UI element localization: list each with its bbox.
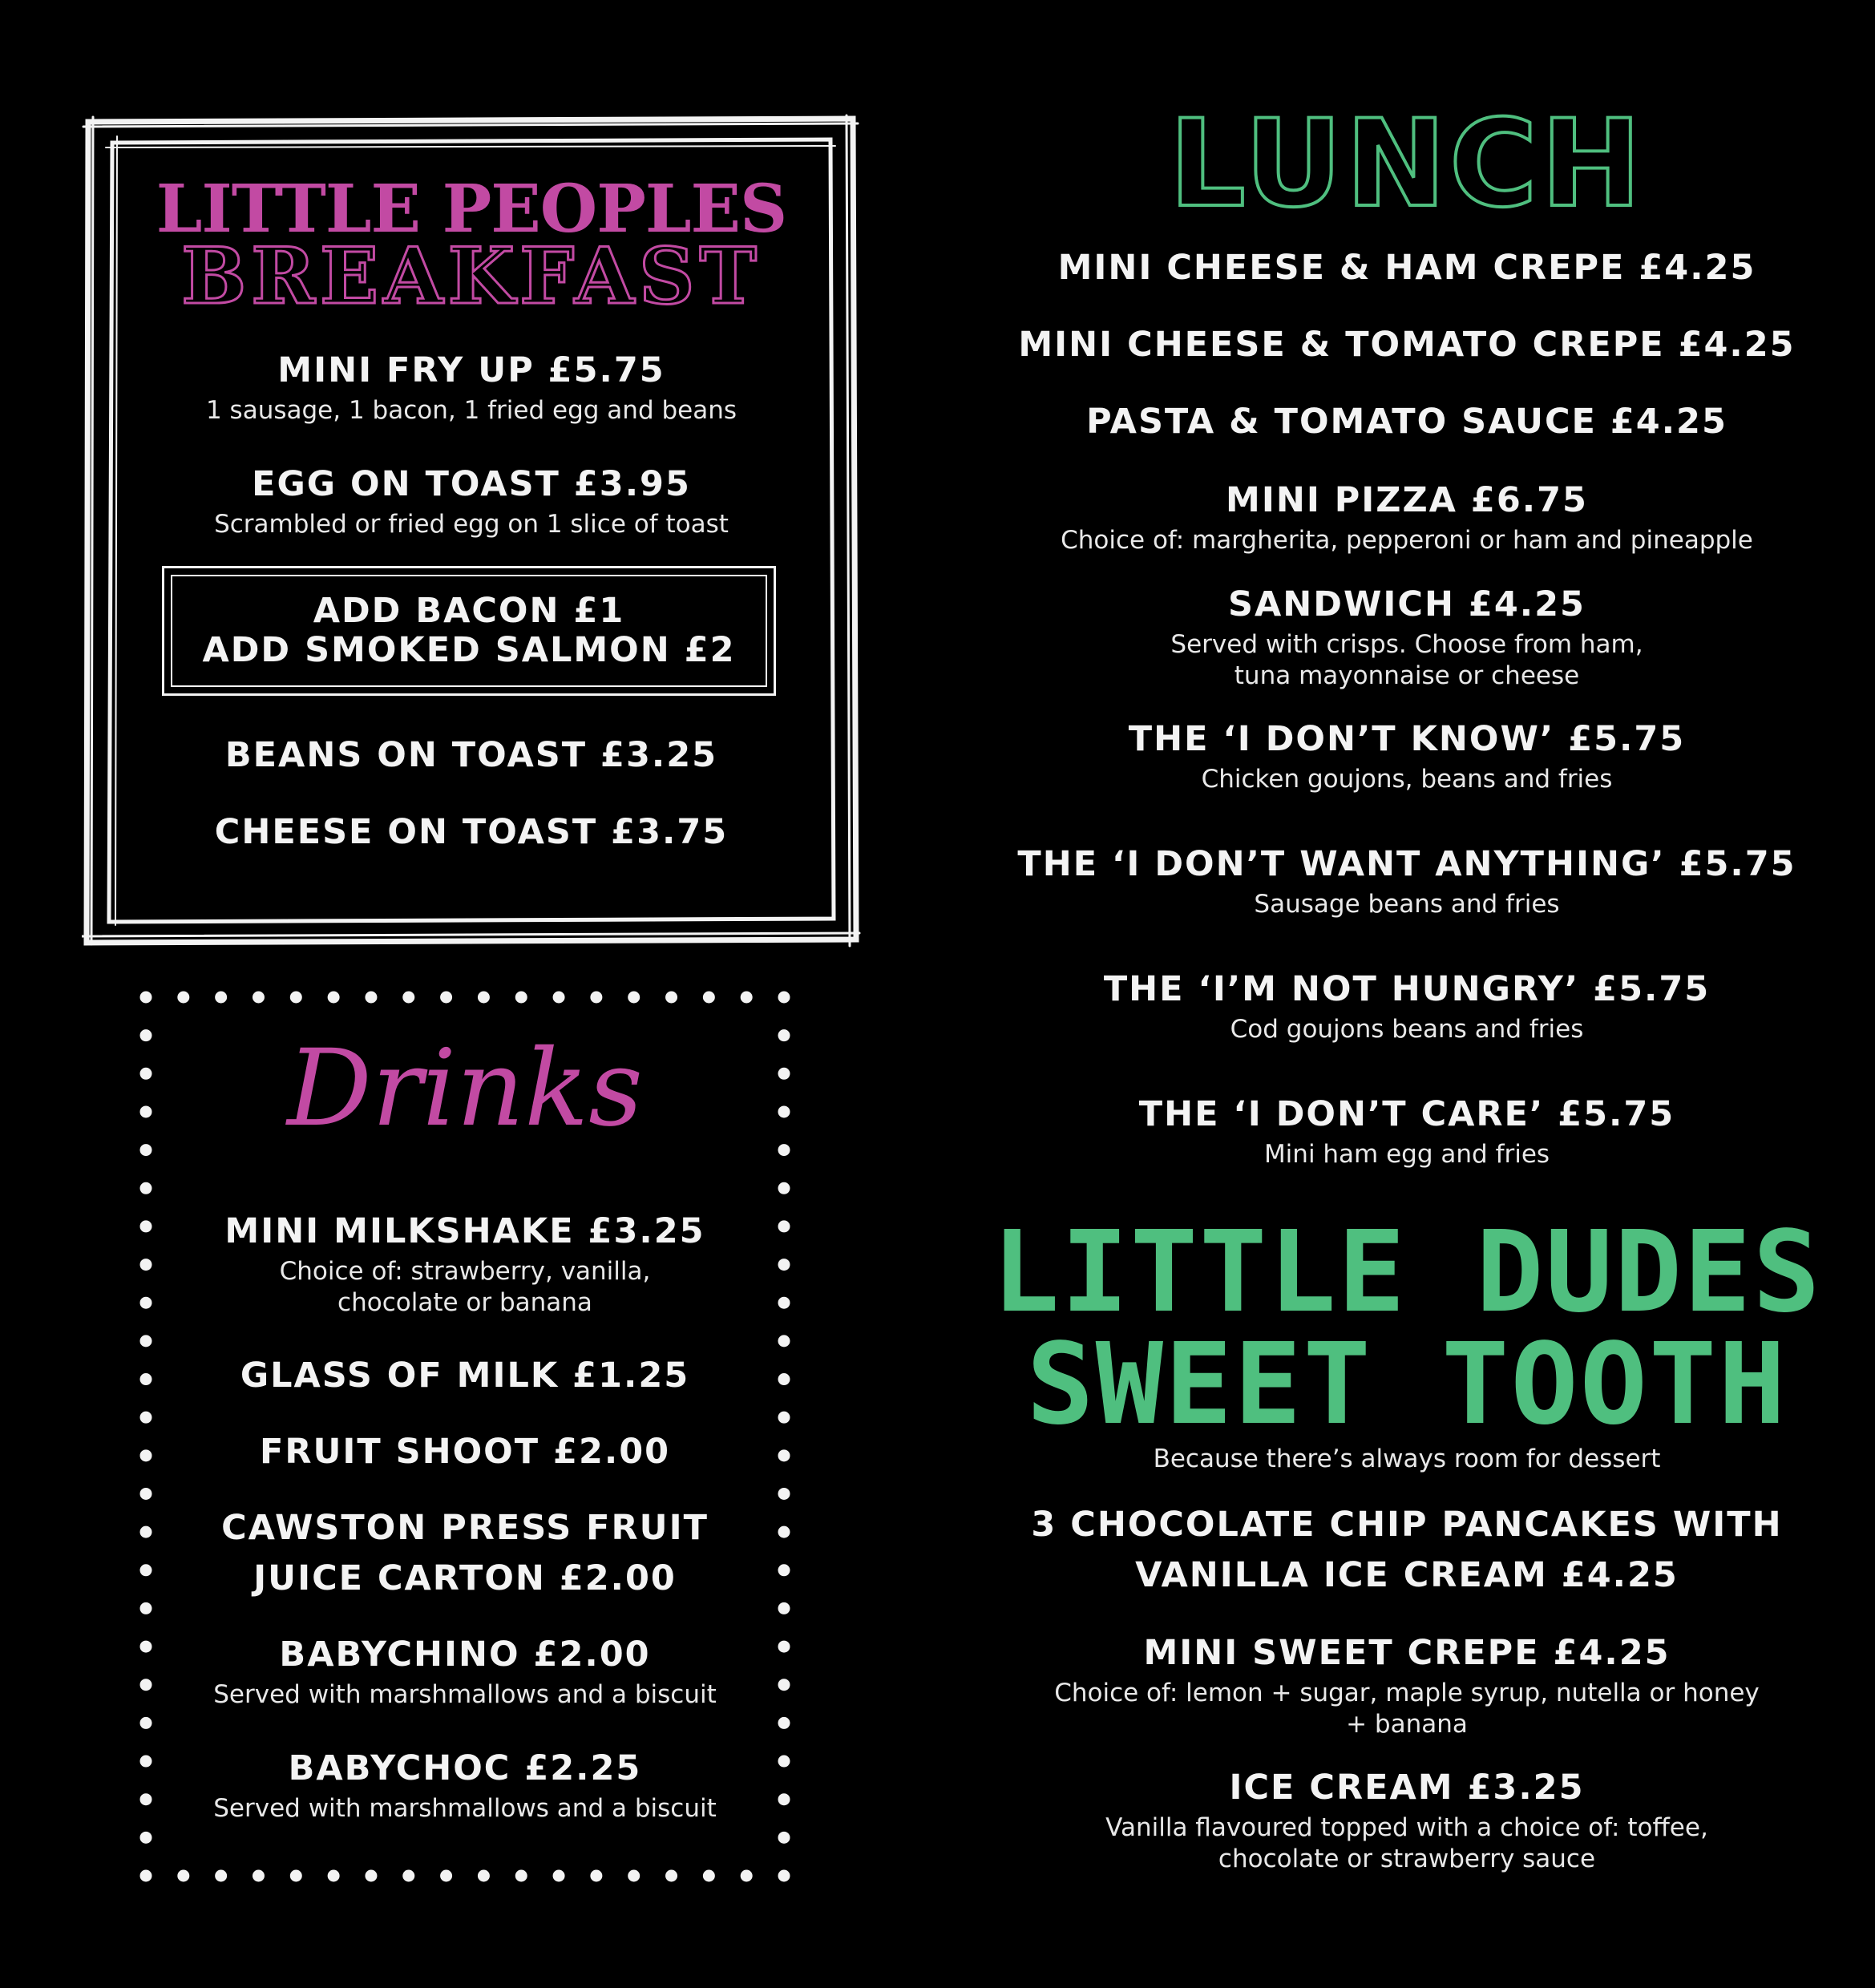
menu-item — [136, 1749, 794, 1824]
menu-item — [970, 248, 1844, 288]
menu-item — [970, 325, 1844, 365]
border-dot — [402, 1870, 414, 1882]
menu-item — [970, 1505, 1844, 1596]
border-dot — [778, 1602, 790, 1614]
breakfast-section — [82, 114, 861, 948]
border-dot — [703, 992, 715, 1004]
border-dot — [140, 992, 152, 1004]
item-name: MINI FRY UP £5.75 — [277, 350, 665, 390]
menu-item — [970, 585, 1844, 692]
item-desc: 1 sausage, 1 bacon, 1 fried egg and beans — [205, 396, 737, 426]
dessert-title-line1: LITTLE DUDES — [992, 1207, 1822, 1338]
item-name: BABYCHOC £2.25 — [288, 1748, 642, 1788]
item-name: MINI MILKSHAKE £3.25 — [224, 1211, 705, 1251]
border-dot — [328, 992, 340, 1004]
item-name: CHEESE ON TOAST £3.75 — [214, 812, 729, 852]
item-name: SANDWICH £4.25 — [1228, 584, 1586, 624]
border-dot — [140, 1182, 152, 1194]
border-dot — [628, 1870, 640, 1882]
border-dot — [665, 1870, 677, 1882]
item-desc: Served with crisps. Choose from ham, — [1170, 630, 1643, 660]
border-dot — [553, 1870, 565, 1882]
border-dot — [253, 992, 265, 1004]
border-dot — [515, 992, 527, 1004]
item-name: THE ‘I DON’T WANT ANYTHING’ £5.75 — [1017, 844, 1796, 884]
border-dot — [778, 1488, 790, 1500]
item-name: FRUIT SHOOT £2.00 — [259, 1432, 671, 1472]
dessert-title-line2: SWEET TOOTH — [1026, 1319, 1788, 1450]
border-dot — [365, 1870, 377, 1882]
item-desc: Choice of: lemon + sugar, maple syrup, nutella or honey — [1054, 1679, 1760, 1708]
item-desc: Served with marshmallows and a biscuit — [213, 1794, 717, 1824]
item-name: VANILLA ICE CREAM £4.25 — [1135, 1555, 1679, 1596]
border-dot — [515, 1870, 527, 1882]
menu-item — [82, 465, 861, 540]
item-name: JUICE CARTON £2.00 — [253, 1558, 677, 1599]
dessert-title — [970, 1207, 1844, 1450]
border-dot — [778, 1182, 790, 1194]
menu-item — [970, 720, 1844, 795]
border-dot — [140, 1602, 152, 1614]
border-dot — [590, 1870, 602, 1882]
drinks-section — [136, 988, 794, 1885]
menu-item — [82, 736, 861, 775]
addon-salmon: ADD SMOKED SALMON £2 — [202, 630, 736, 670]
item-desc: chocolate or banana — [337, 1288, 592, 1318]
menu-item — [970, 402, 1844, 442]
border-dot — [665, 992, 677, 1004]
breakfast-title-line1: LITTLE PEOPLES — [156, 171, 787, 248]
item-desc: Sausage beans and fries — [1254, 890, 1560, 919]
item-name: THE ‘I DON’T KNOW’ £5.75 — [1128, 719, 1686, 759]
item-desc: Served with marshmallows and a biscuit — [213, 1680, 717, 1710]
border-dot — [741, 1870, 753, 1882]
menu-item — [970, 845, 1844, 920]
border-dot — [290, 1870, 302, 1882]
border-dot — [478, 1870, 490, 1882]
item-desc: Choice of: margherita, pepperoni or ham and pineapple — [1061, 526, 1753, 556]
border-dot — [140, 1717, 152, 1729]
item-name: THE ‘I’M NOT HUNGRY’ £5.75 — [1103, 969, 1711, 1009]
item-desc: Mini ham egg and fries — [1263, 1140, 1550, 1170]
border-dot — [741, 992, 753, 1004]
border-dot — [478, 992, 490, 1004]
border-dot — [778, 1335, 790, 1347]
item-desc: Vanilla flavoured topped with a choice of: toffee, — [1105, 1813, 1708, 1843]
item-name: PASTA & TOMATO SAUCE £4.25 — [1086, 402, 1728, 442]
border-dot — [590, 992, 602, 1004]
border-dot — [778, 1144, 790, 1156]
menu-item — [970, 481, 1844, 556]
menu-item — [970, 1768, 1844, 1875]
menu-item — [136, 1212, 794, 1319]
border-dot — [140, 1870, 152, 1882]
item-desc: Cod goujons beans and fries — [1230, 1015, 1584, 1045]
border-dot — [440, 1870, 452, 1882]
border-dot — [440, 992, 452, 1004]
border-dot — [778, 992, 790, 1004]
dessert-subtitle: Because there’s always room for dessert — [1153, 1445, 1661, 1473]
item-desc: tuna mayonnaise or cheese — [1234, 661, 1580, 691]
border-dot — [215, 992, 227, 1004]
breakfast-title-line2: BREAKFAST — [181, 231, 762, 321]
border-dot — [177, 992, 189, 1004]
menu-item — [136, 1356, 794, 1396]
item-desc: Scrambled or fried egg on 1 slice of toast — [214, 510, 729, 539]
drinks-title: Drinks — [287, 1027, 643, 1150]
menu-item — [82, 351, 861, 426]
border-dot — [402, 992, 414, 1004]
border-dot — [553, 992, 565, 1004]
item-name: MINI CHEESE & HAM CREPE £4.25 — [1057, 248, 1756, 288]
item-name: BEANS ON TOAST £3.25 — [224, 735, 718, 775]
item-name: MINI PIZZA £6.75 — [1226, 480, 1588, 520]
item-name: EGG ON TOAST £3.95 — [252, 464, 691, 504]
item-name: CAWSTON PRESS FRUIT — [221, 1508, 709, 1548]
border-dot — [140, 1412, 152, 1424]
border-dot — [177, 1870, 189, 1882]
border-dot — [140, 1832, 152, 1844]
item-name: MINI SWEET CREPE £4.25 — [1143, 1633, 1671, 1673]
border-dot — [140, 1144, 152, 1156]
item-name: 3 CHOCOLATE CHIP PANCAKES WITH — [1031, 1505, 1783, 1545]
menu-item — [970, 970, 1844, 1045]
item-desc: Choice of: strawberry, vanilla, — [279, 1257, 651, 1287]
lunch-title: LUNCH — [1169, 95, 1645, 234]
item-name: BABYCHINO £2.00 — [279, 1634, 651, 1675]
item-name: ICE CREAM £3.25 — [1229, 1768, 1585, 1808]
item-name: MINI CHEESE & TOMATO CREPE £4.25 — [1018, 325, 1796, 365]
border-dot — [778, 1717, 790, 1729]
item-desc: chocolate or strawberry sauce — [1218, 1845, 1596, 1874]
border-dot — [365, 992, 377, 1004]
border-dot — [253, 1870, 265, 1882]
menu-item — [970, 1634, 1844, 1740]
border-dot — [703, 1870, 715, 1882]
menu-item — [136, 1509, 794, 1599]
border-dot — [628, 992, 640, 1004]
border-dot — [778, 1870, 790, 1882]
border-dot — [328, 1870, 340, 1882]
border-dot — [140, 1488, 152, 1500]
addon-bacon: ADD BACON £1 — [313, 590, 625, 631]
item-desc: + banana — [1346, 1710, 1468, 1740]
border-dot — [140, 1335, 152, 1347]
border-dot — [215, 1870, 227, 1882]
item-desc: Chicken goujons, beans and fries — [1201, 765, 1613, 794]
item-name: THE ‘I DON’T CARE’ £5.75 — [1138, 1094, 1675, 1134]
menu-item — [136, 1635, 794, 1711]
menu-item — [82, 813, 861, 852]
addon-box — [162, 566, 776, 696]
item-name: GLASS OF MILK £1.25 — [240, 1356, 690, 1396]
border-dot — [290, 992, 302, 1004]
border-dot — [778, 1832, 790, 1844]
menu-item — [136, 1432, 794, 1472]
lunch-section — [970, 95, 1844, 1948]
border-dot — [778, 1412, 790, 1424]
menu-item — [970, 1095, 1844, 1170]
